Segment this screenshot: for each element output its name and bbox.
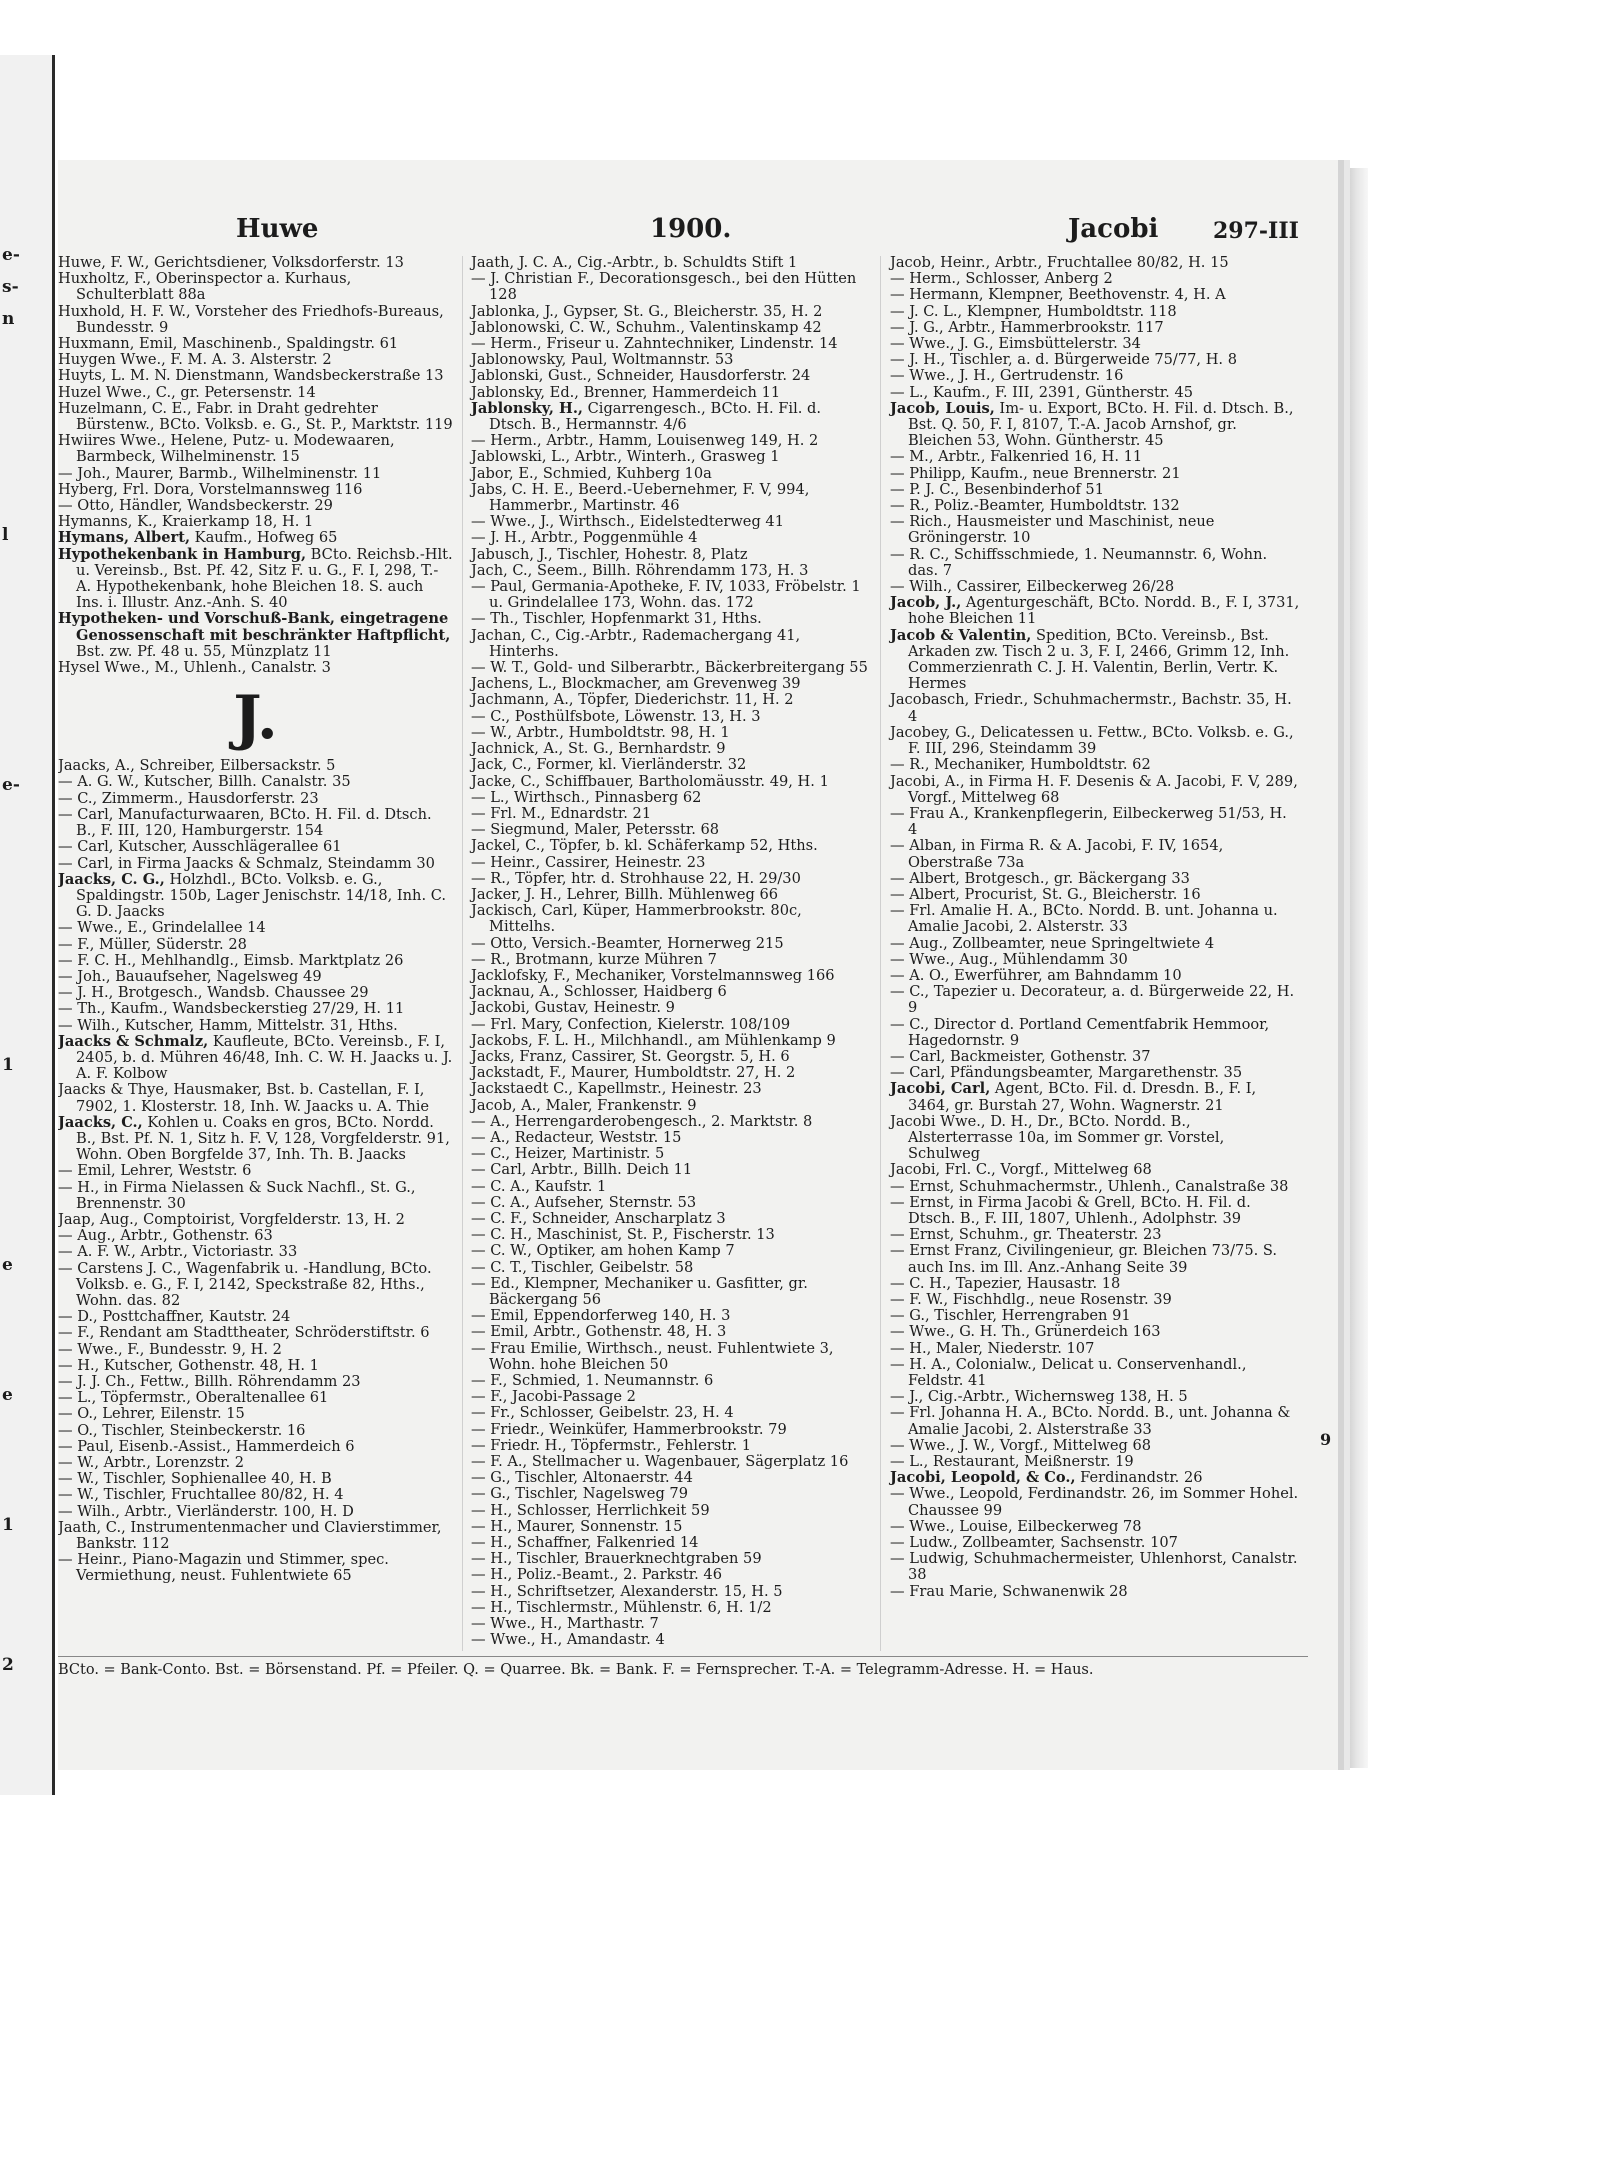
directory-entry: — F., Schmied, 1. Neumannstr. 6 [471,1372,714,1390]
directory-entry: — Carl, Arbtr., Billh. Deich 11 [471,1161,693,1179]
directory-entry: — Heinr., Cassirer, Heinestr. 23 [471,853,706,871]
directory-entry: — W., Arbtr., Humboldtstr. 98, H. 1 [471,723,730,741]
directory-entry: — C., Heizer, Martinistr. 5 [471,1145,665,1163]
directory-entry: — A., Redacteur, Weststr. 15 [471,1128,682,1146]
directory-entry: — R., Poliz.-Beamter, Humboldtstr. 132 [890,497,1180,515]
directory-entry: Jacklofsky, F., Mechaniker, Vorstelmannsweg 166 [471,966,835,984]
directory-entry: Jablonski, Gust., Schneider, Hausdorferstr. 24 [471,367,811,385]
directory-entry: — Alban, in Firma R. & A. Jacobi, F. IV, 1654, Oberstraße 73a [890,837,1224,871]
directory-entry: Hymans, Albert, Kaufm., Hofweg 65 [58,529,338,547]
left-fragment: e [2,1385,13,1405]
directory-entry: — Wwe., H., Marthastr. 7 [471,1615,659,1633]
directory-entry: — Wwe., Leopold, Ferdinandstr. 26, im Sommer Hohel. Chaussee 99 [890,1485,1299,1519]
directory-entry: — W., Arbtr., Lorenzstr. 2 [58,1454,245,1472]
directory-entry: — D., Posttchaffner, Kautstr. 24 [58,1308,291,1326]
directory-entry: — J. H., Tischler, a. d. Bürgerweide 75/77, H. 8 [890,351,1237,369]
directory-entry: Jachan, C., Cig.-Arbtr., Rademachergang 41, Hinterhs. [471,626,801,660]
page-number: 297-III [1213,218,1299,244]
directory-entry: — P. J. C., Besenbinderhof 51 [890,480,1104,498]
directory-entry: — Carl, Manufacturwaaren, BCto. H. Fil. d. Dtsch. B., F. III, 120, Hamburgerstr. 154 [58,805,432,840]
directory-entry: — W., Tischler, Sophienallee 40, H. B [58,1470,332,1488]
directory-entry: — C. F., Schneider, Anscharplatz 3 [471,1209,726,1227]
directory-entry: — Frau Marie, Schwanenwik 28 [890,1582,1128,1600]
directory-entry: Huzel Wwe., C., gr. Petersenstr. 14 [58,383,316,401]
left-fragment: e [2,1255,13,1275]
directory-entry: — Frl. M., Ednardstr. 21 [471,804,652,822]
directory-entry: — Wwe., Aug., Mühlendamm 30 [890,950,1128,968]
directory-entry: — W. T., Gold- und Silberarbtr., Bäckerbreitergang 55 [471,659,868,677]
directory-entry: Jacobi, A., in Firma H. F. Desenis & A. Jacobi, F. V, 289, Vorgf., Mittelweg 68 [890,772,1298,806]
directory-entry: — Hermann, Klempner, Beethovenstr. 4, H. A [890,286,1226,304]
directory-entry: — Wwe., F., Bundesstr. 9, H. 2 [58,1340,282,1358]
section-letter: J. [233,683,278,754]
page-edge-shadow [1340,168,1368,1768]
directory-entry: Jacob, A., Maler, Frankenstr. 9 [471,1096,697,1114]
directory-entry: Jacks, Franz, Cassirer, St. Georgstr. 5, H. 6 [471,1047,790,1065]
directory-entry: Hypotheken- und Vorschuß-Bank, eingetragene Genossenschaft mit beschränkter Haftpflicht, Bst. zw. Pf. 48 u. 55, Münzplatz 11 [58,610,451,660]
directory-entry: — A. F. W., Arbtr., Victoriastr. 33 [58,1243,298,1261]
directory-entry: — Carl, Backmeister, Gothenstr. 37 [890,1047,1151,1065]
directory-entry: — H., Tischler, Brauerknechtgraben 59 [471,1550,762,1568]
directory-entry: — G., Tischler, Herrengraben 91 [890,1307,1131,1325]
left-fragment: l [2,525,9,545]
directory-entry: — C., Zimmerm., Hausdorferstr. 23 [58,789,319,807]
directory-entry: Huyts, L. M. N. Dienstmann, Wandsbeckerstraße 13 [58,367,444,385]
directory-entry: Jaath, C., Instrumentenmacher und Clavierstimmer, Bankstr. 112 [58,1518,442,1553]
directory-entry: — Emil, Lehrer, Weststr. 6 [58,1162,252,1180]
directory-entry: — Carl, in Firma Jaacks & Schmalz, Steindamm 30 [58,854,435,872]
directory-entry: — Paul, Eisenb.-Assist., Hammerdeich 6 [58,1437,355,1455]
directory-page [58,160,1338,1770]
header-left-keyword: Huwe [236,214,319,244]
directory-entry: — Wilh., Cassirer, Eilbeckerweg 26/28 [890,578,1175,596]
directory-entry: Jabor, E., Schmied, Kuhberg 10a [471,464,712,482]
directory-entry: — Frl. Mary, Confection, Kielerstr. 108/109 [471,1015,791,1033]
directory-column-3 [890,255,1300,1600]
directory-entry: Hymanns, K., Kraierkamp 18, H. 1 [58,513,314,531]
directory-entry: Huxhold, H. F. W., Vorsteher des Friedhofs-Bureaus, Bundesstr. 9 [58,302,444,336]
directory-entry: — H., in Firma Nielassen & Suck Nachfl., St. G., Brennenstr. 30 [58,1178,416,1212]
directory-entry: — Wwe., J. W., Vorgf., Mittelweg 68 [890,1436,1152,1454]
directory-entry: — R., Töpfer, htr. d. Strohhause 22, H. 29/30 [471,869,801,887]
directory-entry: — Frl. Johanna H. A., BCto. Nordd. B., unt. Johanna & Amalie Jacobi, 2. Alsterstraße 33 [890,1404,1291,1438]
directory-entry: Jablonsky, Ed., Brenner, Hammerdeich 11 [471,383,781,401]
directory-entry: — Herm., Arbtr., Hamm, Louisenweg 149, H. 2 [471,432,819,450]
directory-entry: Huygen Wwe., F. M. A. 3. Alsterstr. 2 [58,351,332,369]
directory-entry: Hwiires Wwe., Helene, Putz- u. Modewaaren, Barmbeck, Wilhelminenstr. 15 [58,432,395,466]
directory-entry: — A. O., Ewerführer, am Bahndamm 10 [890,966,1182,984]
left-fragment: 2 [2,1655,14,1675]
directory-entry: Jacobi, Carl, Agent, BCto. Fil. d. Dresdn. B., F. I, 3464, gr. Burstah 27, Wohn. Wagnerstr. 21 [890,1080,1257,1114]
directory-entry: Jablonowski, C. W., Schuhm., Valentinskamp 42 [471,318,822,336]
left-page-margin [0,55,55,1795]
directory-entry: — Otto, Versich.-Beamter, Hornerweg 215 [471,934,784,952]
directory-entry: — J. J. Ch., Fettw., Billh. Röhrendamm 23 [58,1373,361,1390]
directory-entry: Jackobs, F. L. H., Milchhandl., am Mühlenkamp 9 [471,1031,836,1049]
column-divider [462,256,463,1651]
directory-entry: — Ed., Klempner, Mechaniker u. Gasfitter, gr. Bäckergang 56 [471,1274,808,1308]
directory-entry: — G., Tischler, Nagelsweg 79 [471,1485,688,1503]
directory-entry: Jacker, J. H., Lehrer, Billh. Mühlenweg 66 [471,885,779,903]
directory-entry: — Ernst Franz, Civilingenieur, gr. Bleichen 73/75. S. auch Ins. im Ill. Anz.-Anhang Seite 39 [890,1242,1278,1276]
directory-entry: — Wwe., E., Grindelallee 14 [58,919,266,937]
directory-entry: — H. A., Colonialw., Delicat u. Conservenhandl., Feldstr. 41 [890,1355,1247,1390]
directory-entry: — Emil, Arbtr., Gothenstr. 48, H. 3 [471,1323,727,1341]
directory-entry: — Wwe., J. G., Eimsbüttelerstr. 34 [890,335,1141,353]
left-fragment: s- [2,277,19,297]
directory-entry: Huzelmann, C. E., Fabr. in Draht gedrehter Bürstenw., BCto. Volksb. e. G., St. P., Marktstr. 119 [58,399,453,434]
directory-entry: — R., Brotmann, kurze Mühren 7 [471,950,717,968]
directory-entry: — L., Wirthsch., Pinnasberg 62 [471,788,702,806]
directory-entry: Huxholtz, F., Oberinspector a. Kurhaus, Schulterblatt 88a [58,270,352,304]
directory-entry: — H., Schriftsetzer, Alexanderstr. 15, H. 5 [471,1582,783,1600]
directory-entry: — C. W., Optiker, am hohen Kamp 7 [471,1242,735,1260]
directory-entry: — J. C. L., Klempner, Humboldtstr. 118 [890,302,1177,320]
directory-entry: — R. C., Schiffsschmiede, 1. Neumannstr. 6, Wohn. das. 7 [890,545,1268,579]
directory-entry: — J. Christian F., Decorationsgesch., bei den Hütten 128 [471,270,857,304]
directory-entry: — Joh., Bauaufseher, Nagelsweg 49 [58,967,322,985]
directory-entry: Jaacks, A., Schreiber, Eilbersackstr. 5 [58,757,336,775]
directory-entry: — Emil, Eppendorferweg 140, H. 3 [471,1307,731,1325]
directory-entry: — J. G., Arbtr., Hammerbrookstr. 117 [890,318,1164,336]
directory-entry: — Carl, Kutscher, Ausschlägerallee 61 [58,838,342,856]
directory-entry: — F., Müller, Süderstr. 28 [58,935,247,953]
directory-entry: Jaacks & Schmalz, Kaufleute, BCto. Vereinsb., F. I, 2405, b. d. Mühren 46/48, Inh. C. W. H. Jaacks u. J. A. F. Kolbow [58,1032,453,1083]
directory-entry: Jacob, Heinr., Arbtr., Fruchtallee 80/82, H. 15 [890,254,1229,271]
directory-entry: — Herm., Friseur u. Zahntechniker, Lindenstr. 14 [471,335,838,353]
directory-entry: — Paul, Germania-Apotheke, F. IV, 1033, Fröbelstr. 1 u. Grindelallee 173, Wohn. das. 172 [471,578,861,612]
directory-entry: Jaacks, C. G., Holzhdl., BCto. Volksb. e. G., Spaldingstr. 150b, Lager Jenischstr. 14/18, Inh. C. G. D. Jaacks [58,870,447,921]
directory-entry: — Friedr., Weinküfer, Hammerbrookstr. 79 [471,1420,787,1438]
running-head [58,214,1338,244]
directory-entry: — Siegmund, Maler, Petersstr. 68 [471,821,720,839]
directory-entry: — Aug., Zollbeamter, neue Springeltwiete 4 [890,934,1215,952]
directory-entry: Jabs, C. H. E., Beerd.-Uebernehmer, F. V, 994, Hammerbr., Martinstr. 46 [471,480,810,515]
directory-entry: Jacobey, G., Delicatessen u. Fettw., BCto. Volksb. e. G., F. III, 296, Steindamm 39 [890,723,1294,758]
margin-mark: 9 [1320,1430,1332,1449]
directory-column-1 [58,255,453,1585]
directory-entry: — Frau Emilie, Wirthsch., neust. Fuhlentwiete 3, Wohn. hohe Bleichen 50 [471,1339,834,1373]
directory-entry: — O., Tischler, Steinbeckerstr. 16 [58,1421,306,1439]
directory-entry: — Wwe., H., Amandastr. 4 [471,1631,665,1649]
directory-entry: — Ernst, Schuhmachermstr., Uhlenh., Canalstraße 38 [890,1177,1289,1195]
directory-entry: — Th., Tischler, Hopfenmarkt 31, Hths. [471,610,762,628]
directory-entry: Hypothekenbank in Hamburg, BCto. Reichsb.-Hlt. u. Vereinsb., Bst. Pf. 42, Sitz F. u. G., F. I, 298, T.-A. Hypothekenbank, hohe Bleichen 18. S. auch Ins. i. Illustr. Anz.-Anh. S. 40 [58,545,453,612]
directory-entry: — Otto, Händler, Wandsbeckerstr. 29 [58,497,333,515]
directory-entry: Jaap, Aug., Comptoirist, Vorgfelderstr. 13, H. 2 [58,1210,405,1228]
directory-entry: — R., Mechaniker, Humboldtstr. 62 [890,756,1151,774]
directory-entry: Jacob, Louis, Im- u. Export, BCto. H. Fil. d. Dtsch. B., Bst. Q. 50, F. I, 8107, T.-A. Jacob Arnshof, gr. Bleichen 53, Wohn. Güntherstr. 45 [890,399,1294,450]
directory-entry: — F., Jacobi-Passage 2 [471,1388,636,1406]
column-divider [880,256,881,1651]
directory-entry: Hyberg, Frl. Dora, Vorstelmannsweg 116 [58,480,363,498]
directory-entry: — Frau A., Krankenpflegerin, Eilbeckerweg 51/53, H. 4 [890,804,1287,839]
directory-entry: — C., Tapezier u. Decorateur, a. d. Bürgerweide 22, H. 9 [890,983,1295,1017]
left-fragment: e- [2,775,20,795]
directory-entry: Jablonka, J., Gypser, St. G., Bleicherstr. 35, H. 2 [471,302,823,320]
directory-entry: — C., Director d. Portland Cementfabrik Hemmoor, Hagedornstr. 9 [890,1015,1270,1049]
directory-entry: Jacobi, Leopold, & Co., Ferdinandstr. 26 [890,1469,1203,1487]
directory-entry: — Wwe., Louise, Eilbeckerweg 78 [890,1517,1142,1535]
directory-entry: Jaacks, C., Kohlen u. Coaks en gros, BCto. Nordd. B., Bst. Pf. N. 1, Sitz h. F. V, 128, Vorgfelderstr. 91, Wohn. Oben Borgfelde 37, Inh. Th. B. Jaacks [58,1113,450,1164]
directory-entry: — F. A., Stellmacher u. Wagenbauer, Sägerplatz 16 [471,1453,849,1471]
directory-entry: — Wilh., Arbtr., Vierländerstr. 100, H. D [58,1502,354,1520]
directory-entry: — A., Herrengarderobengesch., 2. Marktstr. 8 [471,1112,813,1130]
directory-entry: Jack, C., Former, kl. Vierländerstr. 32 [471,756,747,774]
abbreviation-legend: BCto. = Bank-Conto. Bst. = Börsenstand. Pf. = Pfeiler. Q. = Quarree. Bk. = Bank. F. = Fernsprecher. T.-A. = Telegramm-Adresse. H. = Haus. [58,1656,1308,1678]
directory-entry: — Wwe., J. H., Gertrudenstr. 16 [890,367,1124,385]
directory-entry: — H., Maler, Niederstr. 107 [890,1339,1095,1357]
directory-entry: — A. G. W., Kutscher, Billh. Canalstr. 35 [58,773,351,791]
directory-entry: — C. A., Aufseher, Sternstr. 53 [471,1193,697,1211]
directory-entry: — C. H., Maschinist, St. P., Fischerstr. 13 [471,1226,775,1244]
directory-entry: — Joh., Maurer, Barmb., Wilhelminenstr. 11 [58,464,382,482]
directory-entry: — Aug., Arbtr., Gothenstr. 63 [58,1227,273,1245]
directory-entry: — Wilh., Kutscher, Hamm, Mittelstr. 31, Hths. [58,1016,398,1034]
left-fragment: e- [2,245,20,265]
directory-entry: — Ludwig, Schuhmachermeister, Uhlenhorst, Canalstr. 38 [890,1550,1298,1584]
directory-entry: Huwe, F. W., Gerichtsdiener, Volksdorferstr. 13 [58,254,404,271]
directory-entry: Jacke, C., Schiffbauer, Bartholomäusstr. 49, H. 1 [471,772,829,790]
directory-entry: — F. C. H., Mehlhandlg., Eimsb. Marktplatz 26 [58,951,404,969]
directory-entry: — L., Restaurant, Meißnerstr. 19 [890,1453,1134,1471]
directory-entry: — H., Poliz.-Beamt., 2. Parkstr. 46 [471,1566,722,1584]
directory-entry: — J., Cig.-Arbtr., Wichernsweg 138, H. 5 [890,1388,1188,1406]
directory-entry: Jaacks & Thye, Hausmaker, Bst. b. Castellan, F. I, 7902, 1. Klosterstr. 18, Inh. W. Jaacks u. A. Thie [58,1081,430,1115]
directory-entry: Jackstadt, F., Maurer, Humboldtstr. 27, H. 2 [471,1064,796,1082]
directory-entry: — C. A., Kaufstr. 1 [471,1177,607,1195]
directory-entry: — L., Kaufm., F. III, 2391, Güntherstr. 45 [890,383,1194,401]
directory-entry: Jachnick, A., St. G., Bernhardstr. 9 [471,740,726,758]
directory-entry: — Herm., Schlosser, Anberg 2 [890,270,1113,288]
directory-entry: Jacknau, A., Schlosser, Haidberg 6 [471,983,727,1001]
directory-entry: — Ernst, in Firma Jacobi & Grell, BCto. H. Fil. d. Dtsch. B., F. III, 1807, Uhlenh., Adolphstr. 39 [890,1193,1251,1227]
left-fragment: 1 [2,1515,14,1535]
directory-entry: — C. T., Tischler, Geibelstr. 58 [471,1258,694,1276]
directory-entry: — J. H., Arbtr., Poggenmühle 4 [471,529,698,547]
directory-entry: — C., Posthülfsbote, Löwenstr. 13, H. 3 [471,707,761,725]
directory-entry: — F. W., Fischhdlg., neue Rosenstr. 39 [890,1291,1172,1308]
directory-entry: — Philipp, Kaufm., neue Brennerstr. 21 [890,464,1181,482]
directory-entry: Jackobi, Gustav, Heinestr. 9 [471,999,675,1017]
directory-entry: Jaath, J. C. A., Cig.-Arbtr., b. Schuldts Stift 1 [471,254,798,271]
directory-entry: — O., Lehrer, Eilenstr. 15 [58,1405,245,1423]
directory-entry: — C. H., Tapezier, Hausastr. 18 [890,1274,1121,1292]
directory-entry: Jach, C., Seem., Billh. Röhrendamm 173, H. 3 [471,561,809,579]
directory-column-2 [471,255,869,1648]
directory-entry: — H., Maurer, Sonnenstr. 15 [471,1517,683,1535]
directory-entry: — F., Rendant am Stadttheater, Schröderstiftstr. 6 [58,1324,430,1342]
directory-entry: — H., Tischlermstr., Mühlenstr. 6, H. 1/2 [471,1598,772,1616]
directory-entry: — J. H., Brotgesch., Wandsb. Chaussee 29 [58,984,369,1002]
directory-entry: — Albert, Brotgesch., gr. Bäckergang 33 [890,869,1190,887]
directory-entry: Jackisch, Carl, Küper, Hammerbrookstr. 80c, Mittelhs. [471,902,802,936]
directory-entry: Jablowski, L., Arbtr., Winterh., Grasweg 1 [471,448,780,466]
directory-entry: — H., Schaffner, Falkenried 14 [471,1534,699,1552]
directory-entry: — Ludw., Zollbeamter, Sachsenstr. 107 [890,1534,1178,1552]
directory-entry: — Friedr. H., Töpfermstr., Fehlerstr. 1 [471,1436,752,1454]
header-right-keyword: Jacobi [1068,214,1159,244]
directory-entry: — Fr., Schlosser, Geibelstr. 23, H. 4 [471,1404,734,1422]
directory-entry: — L., Töpfermstr., Oberaltenallee 61 [58,1389,329,1407]
directory-entry: — H., Schlosser, Herrlichkeit 59 [471,1501,710,1519]
directory-entry: Jacobi, Frl. C., Vorgf., Mittelweg 68 [890,1161,1152,1179]
directory-entry: Jackstaedt C., Kapellmstr., Heinestr. 23 [471,1080,762,1098]
directory-entry: — Wwe., G. H. Th., Grünerdeich 163 [890,1323,1161,1341]
directory-entry: — G., Tischler, Altonaerstr. 44 [471,1469,693,1487]
directory-entry: — W., Tischler, Fruchtallee 80/82, H. 4 [58,1486,344,1504]
directory-entry: — Carstens J. C., Wagenfabrik u. -Handlung, BCto. Volksb. e. G., F. I, 2142, Speckstraße 82, Hths., Wohn. das. 82 [58,1259,432,1309]
directory-entry: Jackel, C., Töpfer, b. kl. Schäferkamp 52, Hths. [471,837,818,855]
directory-entry: Jablonowsky, Paul, Woltmannstr. 53 [471,351,734,369]
directory-entry: — Ernst, Schuhm., gr. Theaterstr. 23 [890,1226,1162,1244]
directory-entry: Jacobasch, Friedr., Schuhmachermstr., Bachstr. 35, H. 4 [890,691,1292,725]
directory-entry: — H., Kutscher, Gothenstr. 48, H. 1 [58,1356,319,1374]
directory-entry: Hysel Wwe., M., Uhlenh., Canalstr. 3 [58,659,331,677]
directory-entry: Jacob & Valentin, Spedition, BCto. Vereinsb., Bst. Arkaden zw. Tisch 2 u. 3, F. I, 2466, Grimm 12, Inh. Commerzienrath C. J. H. Valentin, Berlin, Vertr. K. Hermes [890,626,1290,693]
directory-entry: Jachens, L., Blockmacher, am Grevenweg 39 [471,675,801,693]
directory-entry: Huxmann, Emil, Maschinenb., Spaldingstr. 61 [58,335,399,353]
directory-entry: — Albert, Procurist, St. G., Bleicherstr. 16 [890,885,1201,903]
left-fragment: 1 [2,1055,14,1075]
directory-entry: Jablonsky, H., Cigarrengesch., BCto. H. Fil. d. Dtsch. B., Hermannstr. 4/6 [471,399,822,434]
directory-entry: — Heinr., Piano-Magazin und Stimmer, spec. Vermiethung, neust. Fuhlentwiete 65 [58,1551,389,1585]
directory-entry: Jacobi Wwe., D. H., Dr., BCto. Nordd. B., Alsterterrasse 10a, im Sommer gr. Vorstel, Schulweg [890,1112,1225,1163]
left-fragment: n [2,309,15,329]
directory-entry: — Frl. Amalie H. A., BCto. Nordd. B. unt. Johanna u. Amalie Jacobi, 2. Alsterstr. 33 [890,902,1278,936]
directory-entry: Jacob, J., Agenturgeschäft, BCto. Nordd. B., F. I, 3731, hohe Bleichen 11 [890,594,1300,628]
directory-entry: — Wwe., J., Wirthsch., Eidelstedterweg 41 [471,513,784,531]
header-year: 1900. [650,214,732,244]
directory-entry: — M., Arbtr., Falkenried 16, H. 11 [890,448,1143,466]
directory-entry: Jabusch, J., Tischler, Hohestr. 8, Platz [471,545,748,563]
directory-entry: Jachmann, A., Töpfer, Diederichstr. 11, H. 2 [471,691,794,709]
directory-entry: — Th., Kaufm., Wandsbeckerstieg 27/29, H. 11 [58,1000,405,1018]
directory-entry: — Carl, Pfändungsbeamter, Margarethenstr. 35 [890,1064,1243,1082]
directory-entry: — Rich., Hausmeister und Maschinist, neue Gröningerstr. 10 [890,513,1215,547]
